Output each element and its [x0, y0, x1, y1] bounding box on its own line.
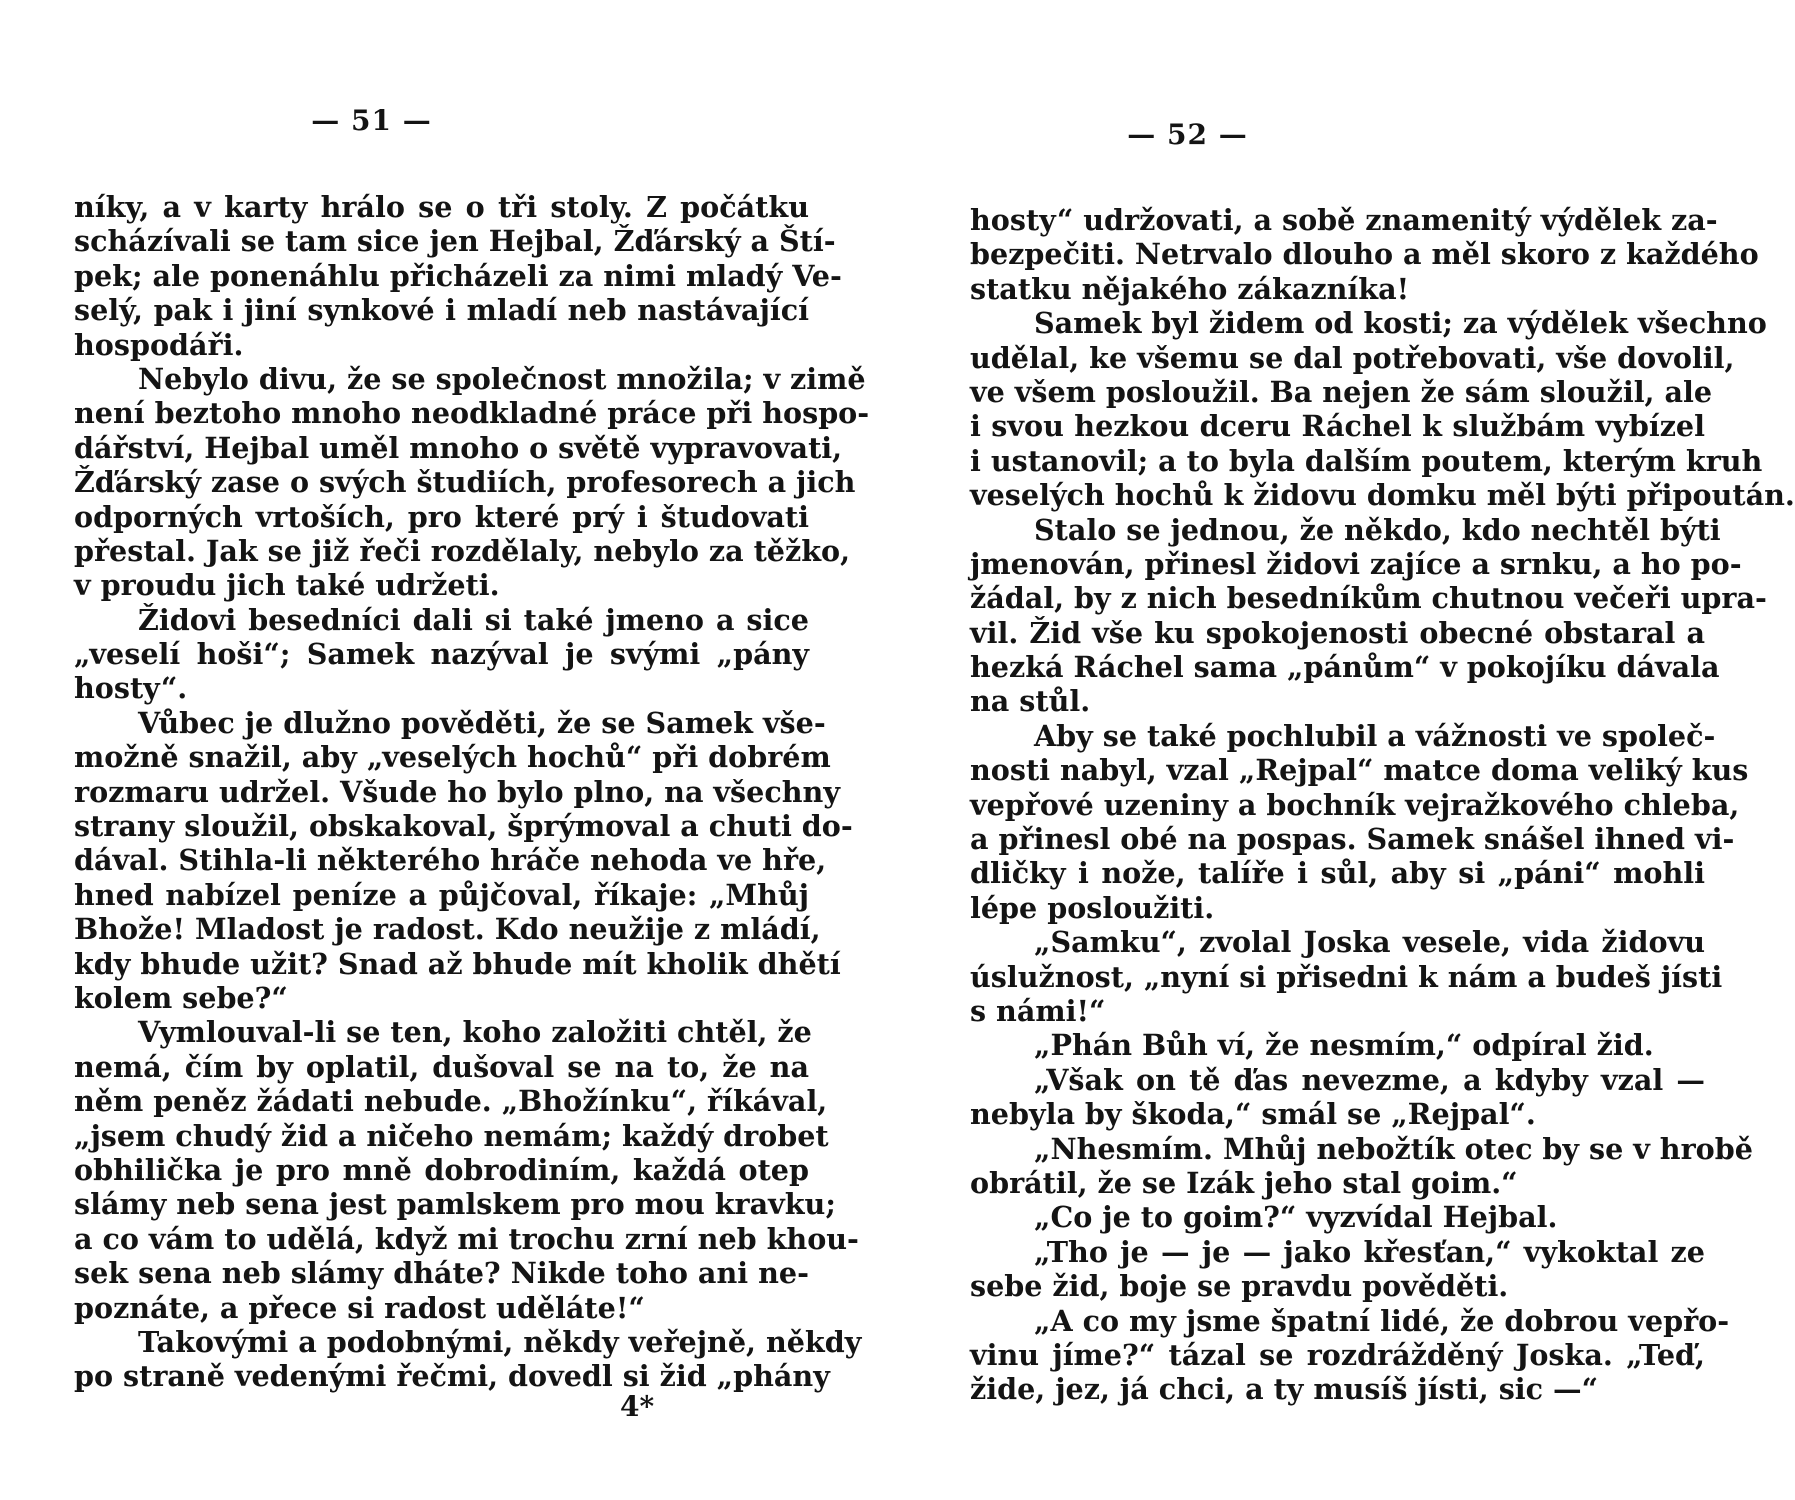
text-line: strany sloužil, obskakoval, šprýmoval a chuti do- [74, 809, 853, 844]
text-line: dářství, Hejbal uměl mnoho o světě vypravovati, [74, 430, 843, 465]
text-line: „veselí hoši“; Samek nazýval je svými „pány [74, 637, 809, 672]
text-line: a přinesl obé na pospas. Samek snášel ihned vi- [970, 822, 1735, 857]
text-line: žide, jez, já chci, a ty musíš jísti, sic —“ [970, 1372, 1599, 1407]
signature-mark: 4* [620, 1390, 655, 1423]
text-line: s námi!“ [970, 993, 1106, 1028]
text-line: žádal, by z nich besedníkům chutnou večeři upra- [970, 581, 1767, 616]
text-line: „Phán Bůh ví, že nesmím,“ odpíral žid. [1034, 1028, 1654, 1063]
text-line: Samek byl židem od kosti; za výdělek všechno [1034, 306, 1767, 341]
text-line: lépe posloužiti. [970, 890, 1215, 925]
text-line: hezká Ráchel sama „pánům“ v pokojíku dávala [970, 650, 1720, 685]
text-line: hospodáři. [74, 327, 244, 362]
text-line: vinu jíme?“ tázal se rozdrážděný Joska. „Teď, [970, 1337, 1705, 1372]
text-line: na stůl. [970, 684, 1091, 719]
text-line: Židovi besedníci dali si také jmeno a sice [138, 602, 809, 637]
text-line: scházívali se tam sice jen Hejbal, Žďárský a Ští- [74, 224, 836, 259]
text-line: není beztoho mnoho neodkladné práce při hospo- [74, 396, 870, 431]
text-line: po straně vedenými řečmi, dovedl si žid „phány [74, 1359, 830, 1394]
text-line: i ustanovil; a to byla dalším poutem, kterým kruh [970, 443, 1763, 478]
text-line: Žďárský zase o svých študiích, profesorech a jich [74, 465, 856, 500]
text-line: „jsem chudý žid a ničeho nemám; každý drobet [74, 1118, 829, 1153]
text-line: Vymlouval-li se ten, koho založiti chtěl, že [138, 1015, 812, 1050]
text-line: možně snažil, aby „veselých hochů“ při dobrém [74, 740, 831, 775]
text-line: nemá, čím by oplatil, dušoval se na to, že na [74, 1049, 809, 1084]
text-line: kdy bhude užit? Snad až bhude mít kholik dhětí [74, 946, 841, 981]
text-line: udělal, ke všemu se dal potřebovati, vše dovolil, [970, 340, 1735, 375]
text-line: „Co je to goim?“ vyzvídal Hejbal. [1034, 1200, 1558, 1235]
text-line: veselých hochů k židovu domku měl býti připoután. [970, 478, 1795, 513]
text-line: a co vám to udělá, když mi trochu zrní neb khou- [74, 1221, 859, 1256]
text-line: Nebylo divu, že se společnost množila; v zimě [138, 361, 866, 396]
text-line: statku nějakého zákazníka! [970, 271, 1410, 306]
text-line: sebe žid, boje se pravdu pověděti. [970, 1269, 1509, 1304]
text-line: nebyla by škoda,“ smál se „Rejpal“. [970, 1097, 1536, 1132]
text-line: obhilička je pro mně dobrodiním, každá otep [74, 1152, 809, 1187]
text-line: hosty“ udržovati, a sobě znamenitý výdělek za- [970, 203, 1718, 237]
text-line: „Samku“, zvolal Joska vesele, vida židovu [1034, 925, 1705, 960]
text-line: obrátil, že se Izák jeho stal goim.“ [970, 1165, 1518, 1200]
left-page-text [74, 190, 870, 1394]
text-line: ve všem posloužil. Ba nejen že sám sloužil, ale [970, 374, 1713, 409]
text-line: v proudu jich také udržeti. [74, 568, 500, 603]
text-line: něm peněz žádati nebude. „Bhožínku“, říkával, [74, 1084, 828, 1119]
text-line: vepřové uzeniny a bochník vejražkového chleba, [970, 787, 1740, 822]
page-number-right: — 52 — [1127, 118, 1248, 151]
text-line: bezpečiti. Netrvalo dlouho a měl skoro z každého [970, 237, 1759, 272]
text-line: „Tho je — je — jako křesťan,“ vykoktal ze [1034, 1234, 1705, 1269]
text-line: jmenován, přinesl židovi zajíce a srnku, a ho po- [970, 546, 1742, 581]
text-line: Vůbec je dlužno pověděti, že se Samek vše- [138, 705, 826, 740]
text-line: rozmaru udržel. Všude ho bylo plno, na všechny [74, 774, 840, 809]
text-line: Stalo se jednou, že někdo, kdo nechtěl býti [1034, 512, 1721, 547]
text-line: „Však on tě ďas nevezme, a kdyby vzal — [1034, 1062, 1705, 1097]
text-line: Takovými a podobnými, někdy veřejně, někdy [138, 1324, 862, 1359]
text-line: Bhože! Mladost je radost. Kdo neužije z mládí, [74, 912, 821, 947]
text-line: „A co my jsme špatní lidé, že dobrou vepřo- [1034, 1303, 1730, 1338]
text-line: úslužnost, „nyní si přisedni k nám a budeš jísti [970, 959, 1723, 994]
text-line: níky, a v karty hrálo se o tři stoly. Z počátku [74, 190, 809, 224]
text-line: odporných vrtoších, pro které prý i študovati [74, 499, 809, 534]
text-line: selý, pak i jiní synkové i mladí neb nastávající [74, 293, 809, 328]
page-number-left: — 51 — [311, 104, 432, 137]
text-line: přestal. Jak se již řeči rozdělaly, nebylo za těžko, [74, 533, 851, 568]
text-line: sek sena neb slámy dháte? Nikde toho ani ne- [74, 1256, 809, 1291]
text-line: dával. Stihla-li některého hráče nehoda ve hře, [74, 843, 827, 878]
text-line: pek; ale ponenáhlu přicházeli za nimi mladý Ve- [74, 258, 842, 293]
right-page-text [970, 203, 1795, 1407]
text-line: Aby se také pochlubil a vážnosti ve společ- [1034, 718, 1716, 753]
text-line: slámy neb sena jest pamlskem pro mou kravku; [74, 1187, 836, 1222]
text-line: i svou hezkou dceru Ráchel k službám vybízel [970, 409, 1705, 444]
text-line: hosty“. [74, 671, 188, 706]
text-line: vil. Žid vše ku spokojenosti obecné obstaral a [970, 615, 1705, 650]
text-line: hned nabízel peníze a půjčoval, říkaje: „Mhůj [74, 877, 809, 912]
text-line: kolem sebe?“ [74, 980, 288, 1015]
text-line: poznáte, a přece si radost uděláte!“ [74, 1290, 645, 1325]
text-line: dličky i nože, talíře i sůl, aby si „páni“ mohli [970, 856, 1705, 891]
text-line: nosti nabyl, vzal „Rejpal“ matce doma veliký kus [970, 753, 1749, 788]
text-line: „Nhesmím. Mhůj nebožtík otec by se v hrobě [1034, 1131, 1753, 1166]
